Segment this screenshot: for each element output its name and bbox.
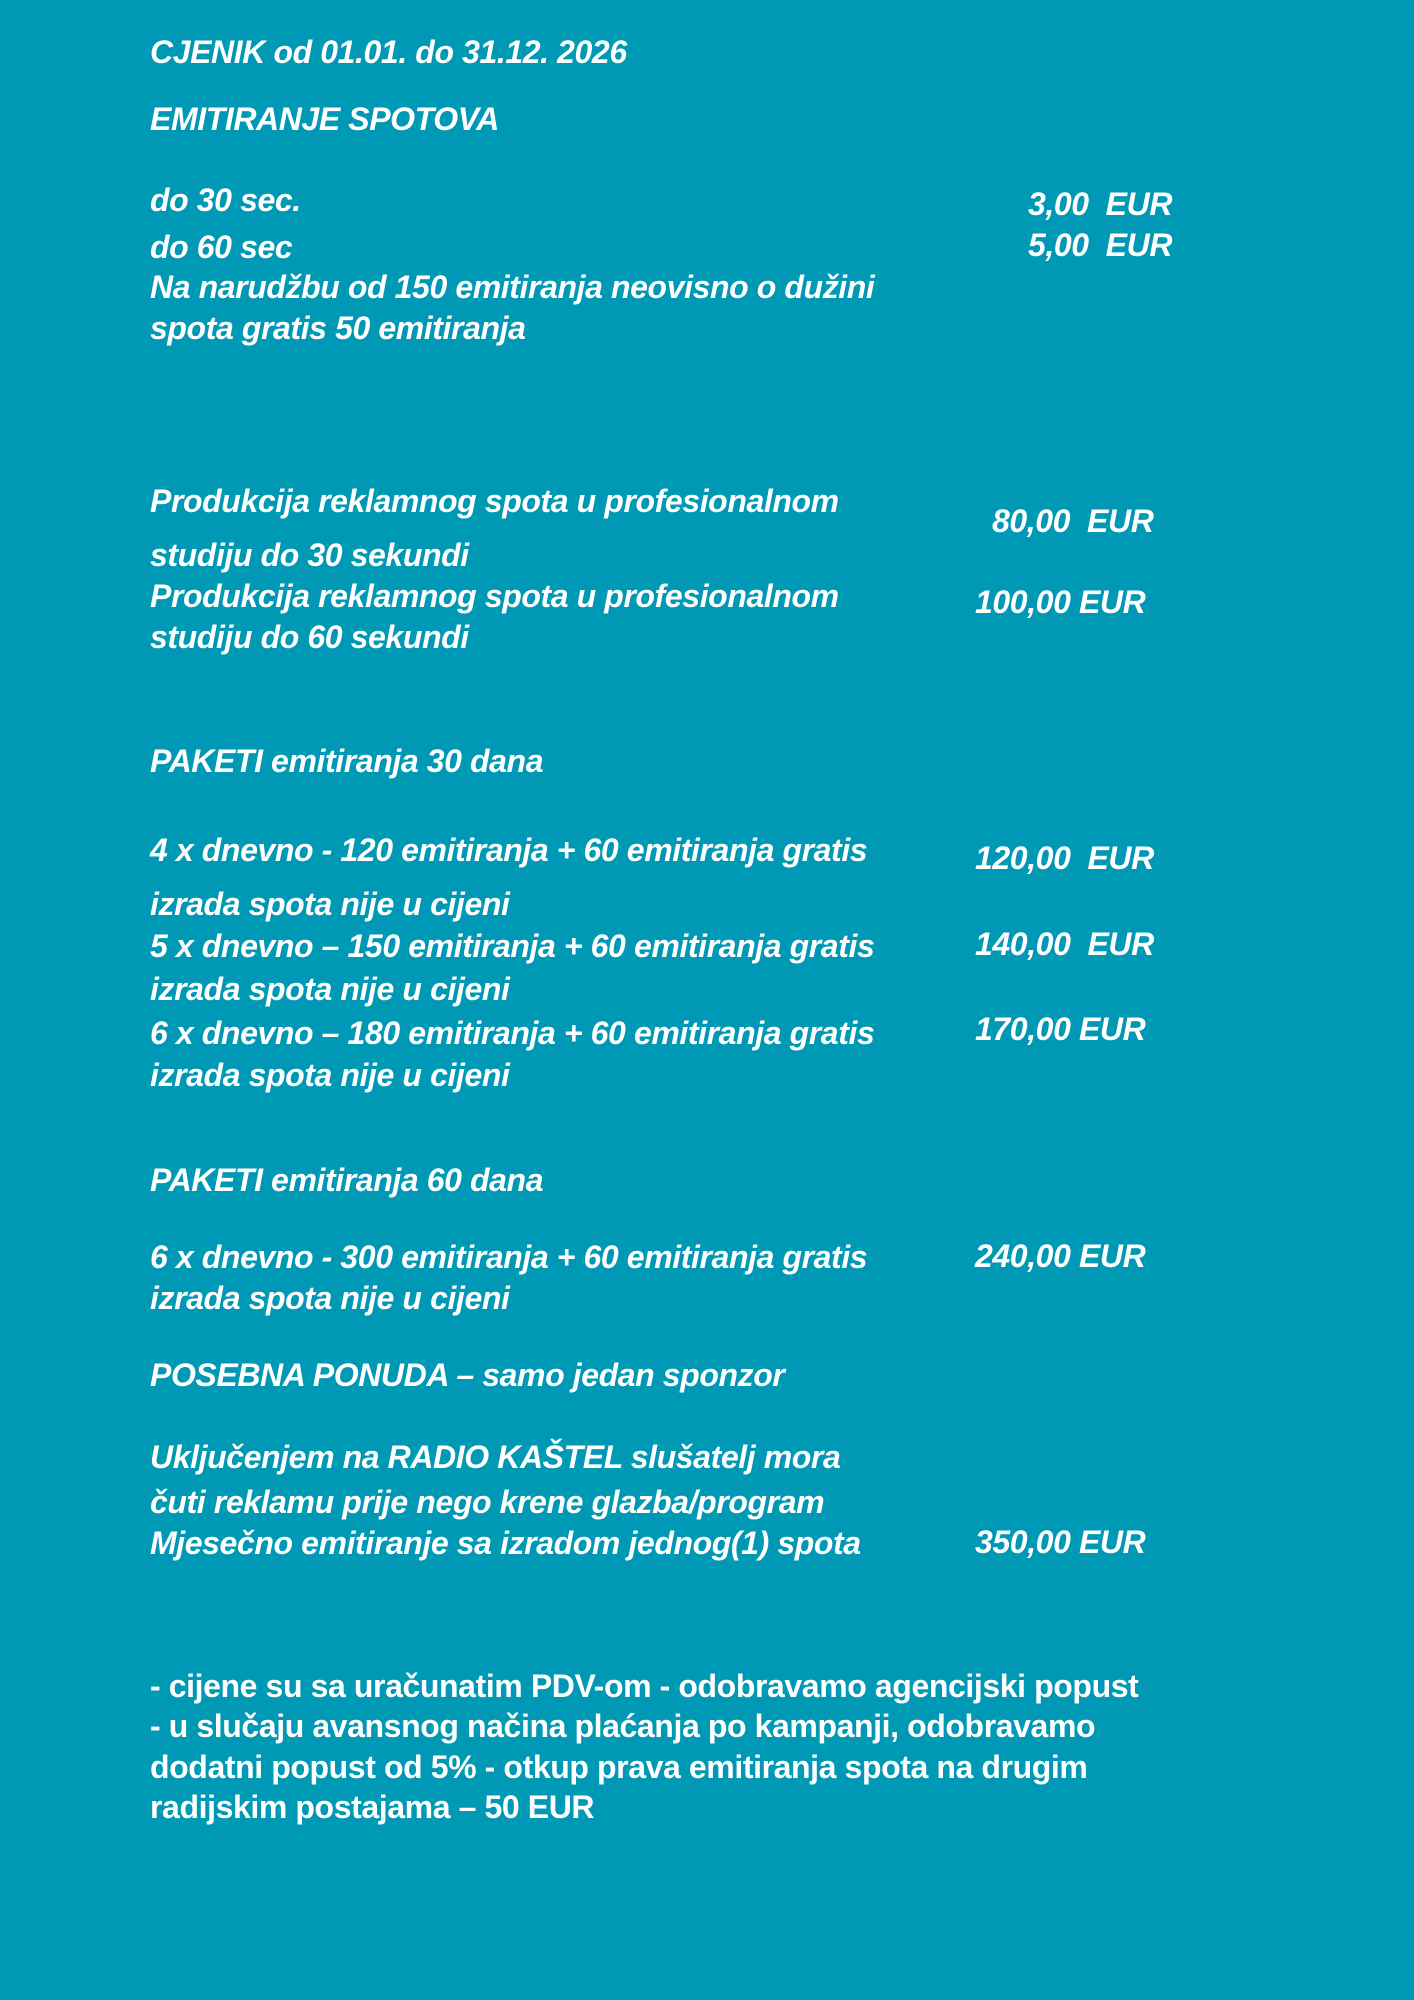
package-30-item-note: izrada spota nije u cijeni xyxy=(150,1057,510,1093)
package-30-item-note: izrada spota nije u cijeni xyxy=(150,971,510,1007)
package-30-item-price: 140,00 EUR xyxy=(975,926,1154,962)
production-60-label: studiju do 60 sekundi xyxy=(150,619,469,655)
packages-30-heading: PAKETI emitiranja 30 dana xyxy=(150,743,544,779)
special-offer-heading: POSEBNA PONUDA – samo jedan sponzor xyxy=(150,1357,785,1393)
production-30-label: Produkcija reklamnog spota u profesionalnom xyxy=(150,483,839,519)
package-60-item-price: 240,00 EUR xyxy=(975,1238,1146,1274)
special-offer-line: Uključenjem na RADIO KAŠTEL slušatelj mora xyxy=(150,1439,841,1475)
special-offer-price: 350,00 EUR xyxy=(975,1524,1146,1560)
package-60-item-label: 6 x dnevno - 300 emitiranja + 60 emitiranja gratis xyxy=(150,1239,868,1275)
production-30-label: studiju do 30 sekundi xyxy=(150,537,469,573)
package-30-item-price: 120,00 EUR xyxy=(975,840,1154,876)
note-line: dodatni popust od 5% - otkup prava emitiranja spota na drugim xyxy=(150,1749,1088,1785)
note-line: - cijene su sa uračunatim PDV-om - odobravamo agencijski popust xyxy=(150,1668,1139,1704)
production-60-label: Produkcija reklamnog spota u profesionalnom xyxy=(150,578,839,614)
section-heading-spots: EMITIRANJE SPOTOVA xyxy=(150,101,500,137)
production-60-price: 100,00 EUR xyxy=(975,584,1146,620)
note-line: radijskim postajama – 50 EUR xyxy=(150,1789,595,1825)
spot-60-label: do 60 sec xyxy=(150,229,293,265)
spot-offer-line: Na narudžbu od 150 emitiranja neovisno o dužini xyxy=(150,269,875,305)
package-30-item-label: 5 x dnevno – 150 emitiranja + 60 emitiranja gratis xyxy=(150,928,875,964)
package-30-item-label: 6 x dnevno – 180 emitiranja + 60 emitiranja gratis xyxy=(150,1015,875,1051)
note-line: - u slučaju avansnog načina plaćanja po kampanji, odobravamo xyxy=(150,1708,1096,1744)
special-offer-line: Mjesečno emitiranje sa izradom jednog(1) spota xyxy=(150,1525,861,1561)
packages-60-heading: PAKETI emitiranja 60 dana xyxy=(150,1162,544,1198)
spot-30-label: do 30 sec. xyxy=(150,182,301,218)
spot-30-price: 3,00 EUR xyxy=(1028,186,1173,222)
package-30-item-price: 170,00 EUR xyxy=(975,1011,1146,1047)
spot-60-price: 5,00 EUR xyxy=(1028,227,1173,263)
production-30-price: 80,00 EUR xyxy=(992,503,1154,539)
package-30-item-note: izrada spota nije u cijeni xyxy=(150,886,510,922)
spot-offer-line: spota gratis 50 emitiranja xyxy=(150,310,526,346)
package-60-item-note: izrada spota nije u cijeni xyxy=(150,1280,510,1316)
package-30-item-label: 4 x dnevno - 120 emitiranja + 60 emitiranja gratis xyxy=(150,832,868,868)
special-offer-line: čuti reklamu prije nego krene glazba/program xyxy=(150,1484,825,1520)
page-title: CJENIK od 01.01. do 31.12. 2026 xyxy=(150,34,627,70)
